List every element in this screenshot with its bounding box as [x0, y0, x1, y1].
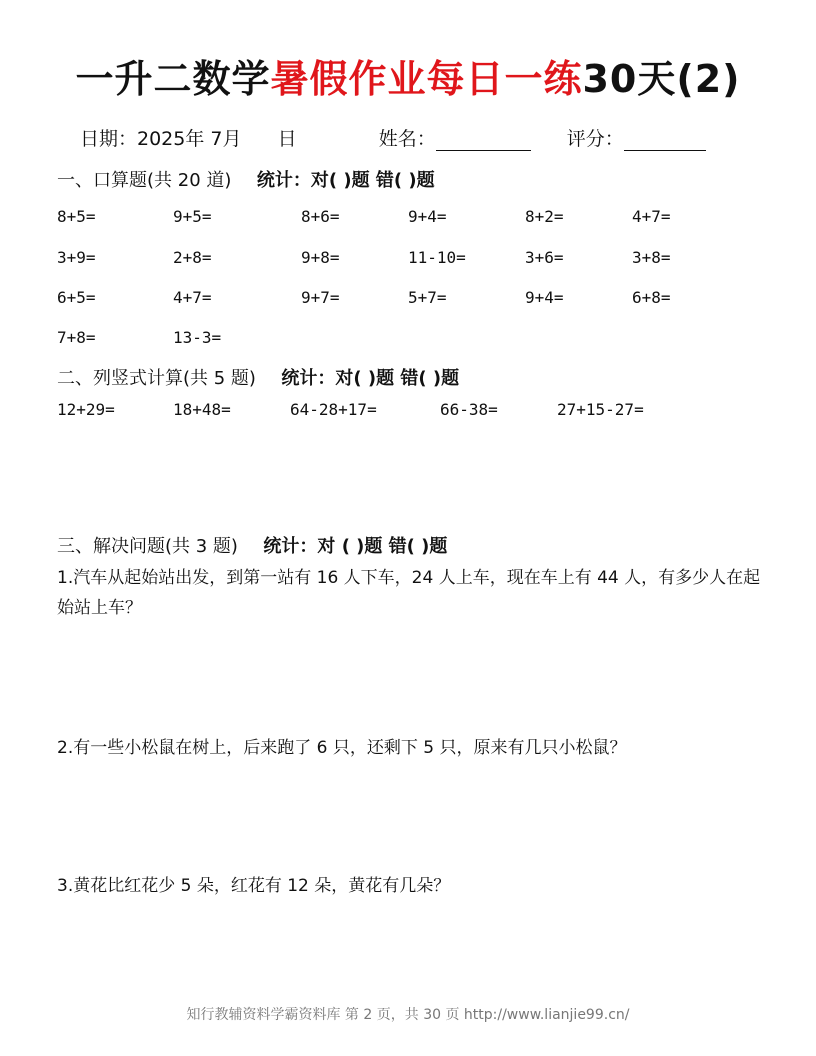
calc-item: 13-3=: [173, 328, 222, 347]
section-title: 一、口算题(共 20 道): [57, 170, 232, 191]
calc-item: 9+4=: [525, 288, 564, 307]
word-problem-2: 2.有一些小松鼠在树上，后来跑了 6 只，还剩下 5 只，原来有几只小松鼠？: [57, 738, 627, 758]
section-word-problems-heading: [57, 532, 447, 558]
section-stat: 统计：对 ( )题 错( )题: [263, 536, 448, 557]
calc-item: 4+7=: [632, 207, 671, 226]
calc-item: 9+8=: [301, 248, 340, 267]
calc-item: 3+8=: [632, 248, 671, 267]
word-problem-3: 3.黄花比红花少 5 朵，红花有 12 朵，黄花有几朵？: [57, 876, 451, 896]
calc-item: 11-10=: [408, 248, 466, 267]
name-label: 姓名：: [378, 128, 436, 150]
section-stat: 统计：对( )题 错( )题: [256, 170, 435, 191]
score-label: 评分：: [566, 128, 624, 150]
calc-item: 6+8=: [632, 288, 671, 307]
calc-item: 8+2=: [525, 207, 564, 226]
calc-item: 9+7=: [301, 288, 340, 307]
calc-item: 9+4=: [408, 207, 447, 226]
title-part-homework: 暑假作业每日一练: [270, 57, 583, 101]
title-part-grade: 一升二数学: [75, 57, 271, 101]
section-title: 二、列竖式计算(共 5 题): [57, 368, 256, 389]
calc-item: 2+8=: [173, 248, 212, 267]
calc-item: 3+6=: [525, 248, 564, 267]
calc-item: 7+8=: [57, 328, 96, 347]
calc-item: 8+5=: [57, 207, 96, 226]
calc-item: 27+15-27=: [557, 400, 644, 419]
section-vertical-calc-heading: [57, 364, 459, 390]
name-blank[interactable]: [436, 130, 531, 151]
calc-item: 9+5=: [173, 207, 212, 226]
page-title: [0, 48, 816, 103]
section-oral-calc-heading: [57, 166, 435, 192]
page-footer: 知行教辅资料学霸资料库 第 2 页，共 30 页 http://www.lianjie99.cn/: [186, 1007, 630, 1023]
calc-item: 8+6=: [301, 207, 340, 226]
calc-item: 64-28+17=: [290, 400, 377, 419]
calc-item: 4+7=: [173, 288, 212, 307]
section-stat: 统计：对( )题 错( )题: [281, 368, 460, 389]
word-problem-1: 1.汽车从起始站出发，到第一站有 16 人下车，24 人上车，现在车上有 44 人，有多少人在起始站上车？: [57, 568, 761, 618]
calc-item: 6+5=: [57, 288, 96, 307]
score-blank[interactable]: [624, 130, 706, 151]
day-label: 日: [277, 128, 297, 150]
title-part-days: 30天(2): [582, 57, 741, 101]
calc-item: 12+29=: [57, 400, 115, 419]
calc-item: 66-38=: [440, 400, 498, 419]
date-label: 日期：2025年 7月: [80, 128, 242, 150]
calc-item: 5+7=: [408, 288, 447, 307]
calc-item: 18+48=: [173, 400, 231, 419]
section-title: 三、解决问题(共 3 题): [57, 536, 238, 557]
header-info-line: [80, 124, 706, 151]
calc-item: 3+9=: [57, 248, 96, 267]
